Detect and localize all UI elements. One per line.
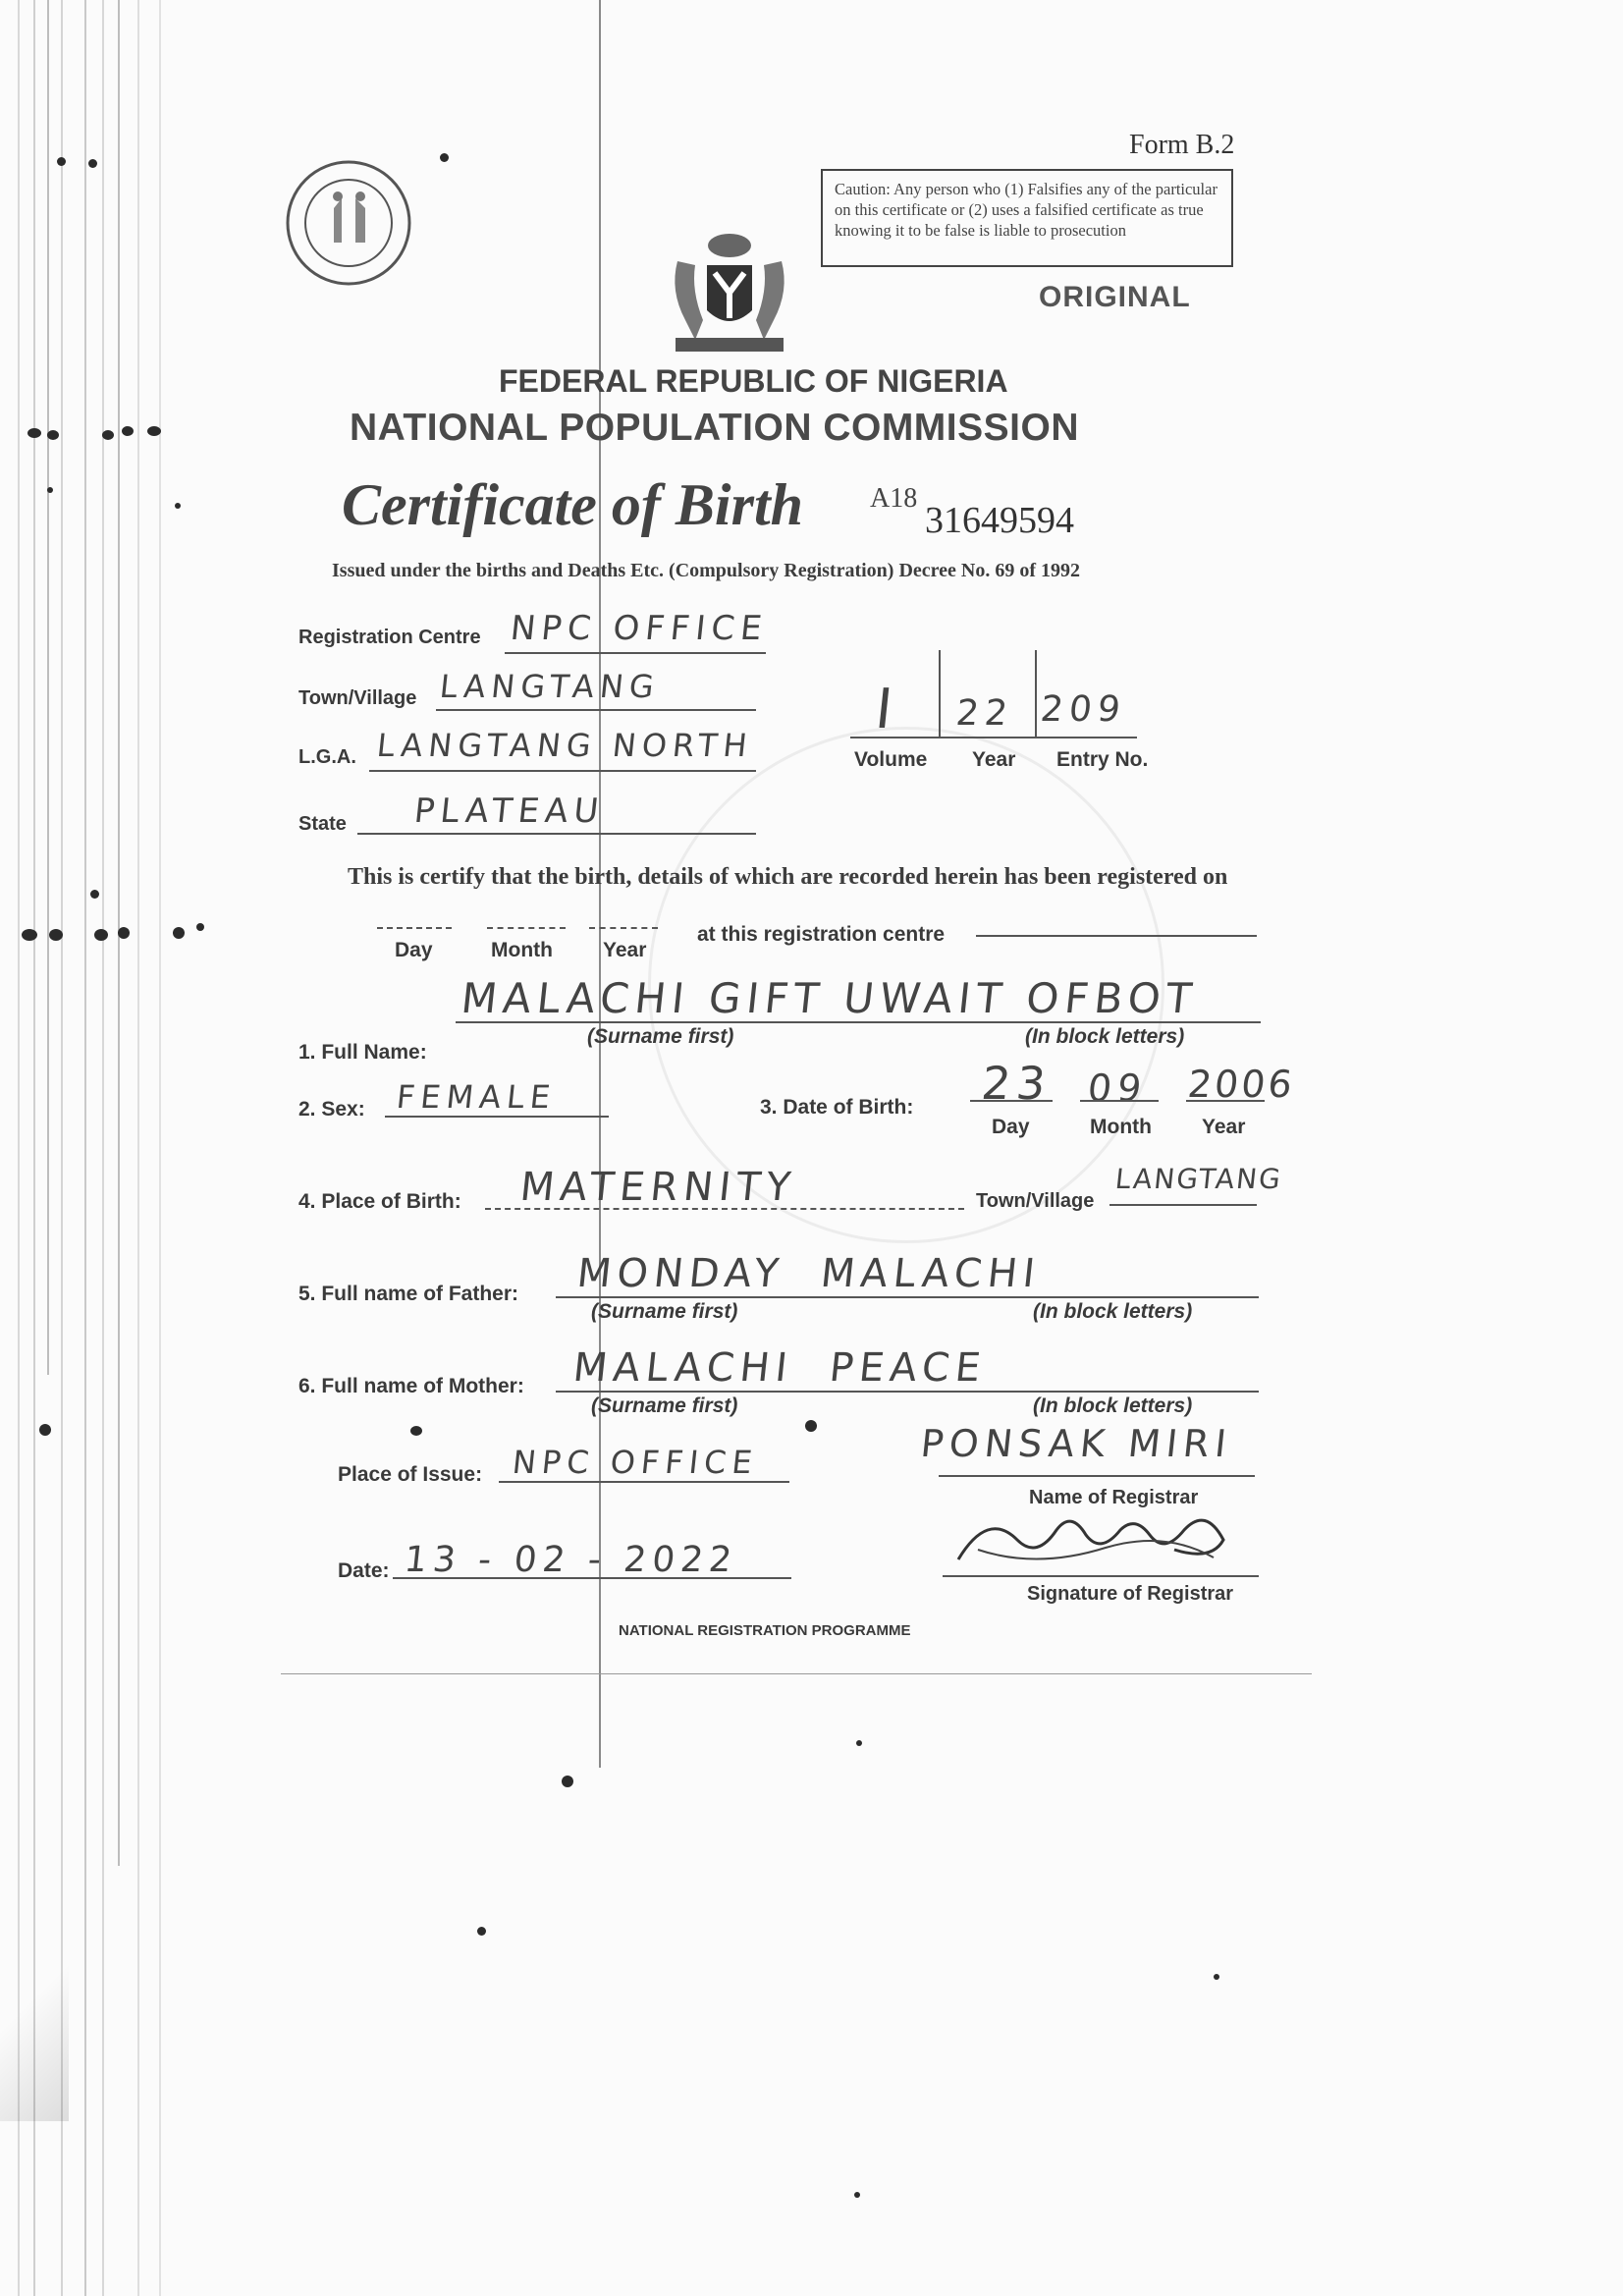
npc-seal-logo [285,159,412,287]
serial-number: 31649594 [925,500,1074,541]
lga-value: LANGTANG NORTH [375,727,755,764]
dob-month-label: Month [1090,1116,1152,1138]
registrar-name-label: Name of Registrar [1029,1487,1199,1508]
registration-year-label: Year [972,748,1016,771]
dob-year-line [1186,1100,1265,1102]
registrar-signature [948,1501,1243,1579]
registered-month-label: Month [491,939,553,961]
year-value: 22 [953,693,1015,734]
sex-label: 2. Sex: [298,1098,365,1121]
coat-of-arms-emblem [656,222,803,359]
mother-name-line [556,1391,1259,1393]
lga-line [369,770,756,772]
mother-name-label: 6. Full name of Mother: [298,1375,524,1397]
registered-year-line [589,927,658,929]
issue-date-value: 13 - 02 - 2022 [402,1540,740,1580]
registration-centre-value: NPC OFFICE [508,609,770,648]
mother-block-hint: (In block letters) [1033,1394,1193,1417]
father-name-value: MONDAY MALACHI [574,1251,1044,1296]
dob-year-value: 2006 [1185,1063,1298,1106]
country-heading: FEDERAL REPUBLIC OF NIGERIA [499,363,1008,399]
registered-day-label: Day [395,939,433,961]
dob-month-value: 09 [1085,1066,1150,1110]
father-block-hint: (In block letters) [1033,1300,1193,1323]
entry-number-label: Entry No. [1056,748,1149,771]
serial-prefix: A18 [870,483,918,514]
copy-type: ORIGINAL [1039,281,1191,313]
caution-text: Caution: Any person who (1) Falsifies any of the particular on this certificate or (2) uses a falsified certificate as true knowing it to be false is liable to prosecution [835,180,1217,240]
registered-year-label: Year [603,939,647,961]
sex-value: FEMALE [395,1078,559,1116]
volume-divider-2 [1035,650,1037,738]
agency-heading: NATIONAL POPULATION COMMISSION [350,407,1079,449]
town-village-label: Town/Village [298,687,417,709]
volume-divider-1 [939,650,941,738]
signature-label: Signature of Registrar [1027,1583,1234,1605]
decree-text: Issued under the births and Deaths Etc. (Compulsory Registration) Decree No. 69 of 1992 [332,560,1081,581]
registrar-name-value: PONSAK MIRI [918,1422,1234,1465]
full-name-surname-hint: (Surname first) [587,1025,734,1048]
signature-line [943,1575,1259,1577]
certify-statement: This is certify that the birth, details of which are recorded herein has been registered on [348,864,1228,890]
dob-day-value: 23 [979,1057,1055,1110]
dob-label: 3. Date of Birth: [760,1096,914,1119]
entry-value: 209 [1038,689,1128,730]
form-number: Form B.2 [1129,130,1235,160]
issue-date-label: Date: [338,1559,390,1582]
town-village-value: LANGTANG [438,668,662,705]
mother-surname-hint: (Surname first) [591,1394,738,1417]
father-name-line [556,1296,1259,1298]
full-name-label: 1. Full Name: [298,1041,427,1064]
place-of-issue-line [499,1481,789,1483]
caution-box [821,169,1233,267]
registrar-name-line [939,1475,1255,1477]
footer-programme: NATIONAL REGISTRATION PROGRAMME [619,1622,911,1639]
mother-name-value: MALACHI PEACE [570,1345,989,1391]
certificate-title: Certificate of Birth [342,472,803,537]
volume-line [850,737,1137,738]
dob-day-label: Day [992,1116,1030,1138]
page-fold-shadow [0,1925,69,2121]
father-surname-hint: (Surname first) [591,1300,738,1323]
sex-line [385,1116,609,1118]
state-line [357,833,756,835]
place-of-issue-label: Place of Issue: [338,1463,483,1486]
volume-label: Volume [854,748,928,771]
place-of-birth-label: 4. Place of Birth: [298,1190,461,1213]
full-name-block-hint: (In block letters) [1025,1025,1185,1048]
registered-day-line [377,927,452,929]
dob-month-line [1080,1100,1159,1102]
dob-day-line [970,1100,1053,1102]
pob-town-village-value: LANGTANG [1113,1163,1284,1195]
registration-centre-phrase: at this registration centre [697,923,946,946]
pob-town-village-label: Town/Village [976,1190,1095,1212]
state-label: State [298,813,347,835]
place-of-birth-value: MATERNITY [517,1165,799,1210]
dob-year-label: Year [1202,1116,1246,1138]
place-of-issue-value: NPC OFFICE [511,1444,760,1481]
pob-town-village-line [1109,1204,1257,1206]
town-village-line [436,709,756,711]
registered-month-line [487,927,566,929]
volume-value: I [872,678,901,741]
state-value: PLATEAU [411,792,607,831]
registration-centre-line [505,652,766,654]
full-name-value: MALACHI GIFT UWAIT OFBOT [459,974,1201,1022]
registration-centre-label: Registration Centre [298,627,481,648]
registration-centre-phrase-line [976,935,1257,937]
lga-label: L.G.A. [298,746,356,768]
father-name-label: 5. Full name of Father: [298,1283,519,1305]
